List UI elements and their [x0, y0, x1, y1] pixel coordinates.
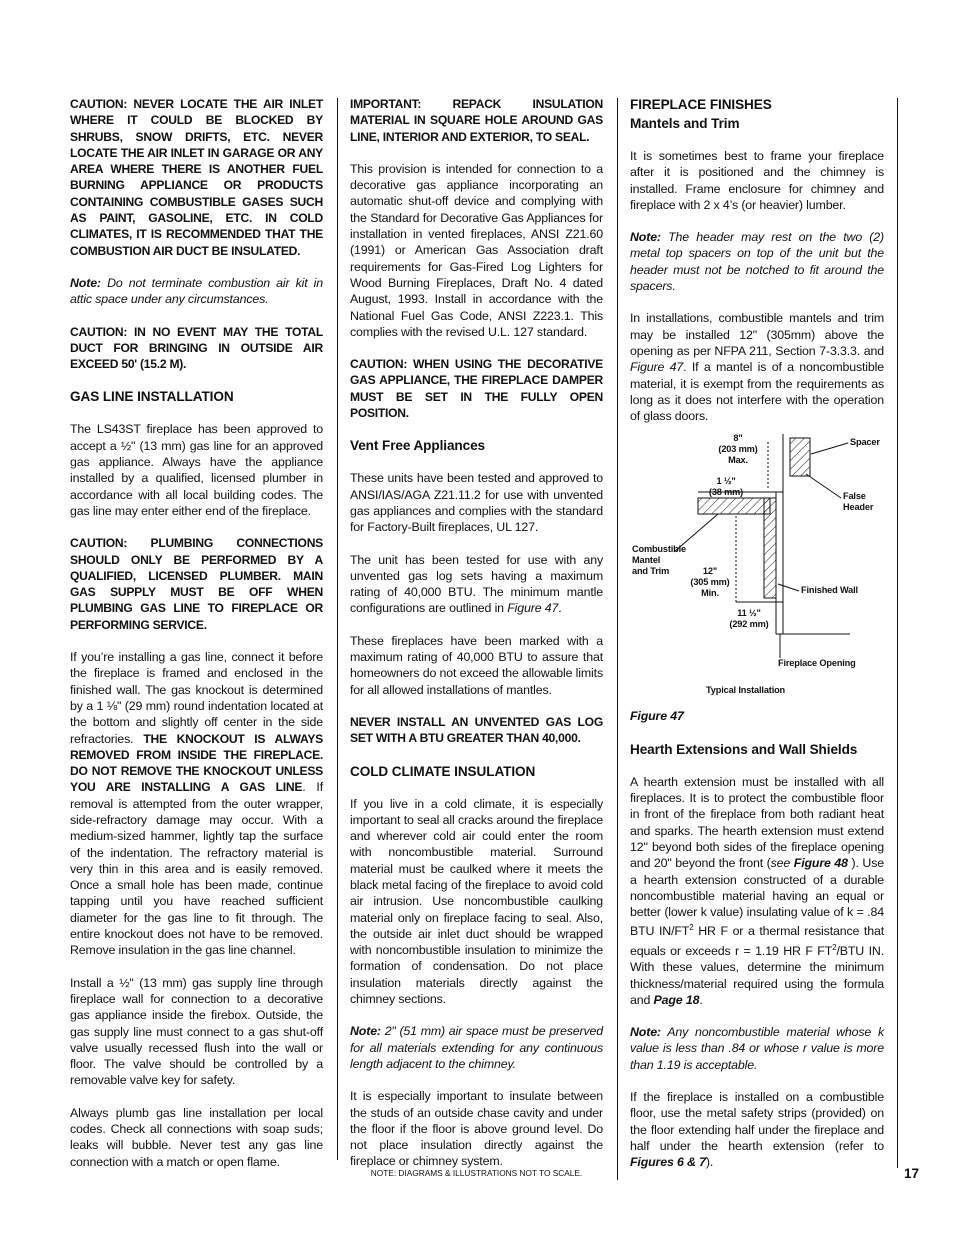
label-combustible: Combustible	[632, 544, 686, 555]
vent-paragraph-1: These units have been tested and approved to ANSI/IAS/AGA Z21.11.2 for use with unvented gas appliances and complies with the standard for Factory-Built fireplaces, UL 127.	[350, 471, 603, 535]
label-typical-installation: Typical Installation	[706, 685, 786, 696]
label-1-half: 1 ½"	[716, 476, 736, 487]
note-label: Note:	[630, 1025, 661, 1040]
hearth-text-d: /BTU IN. With these values, determine the minimum thickness/material required using the formula and	[630, 943, 884, 1007]
label-header: Header	[843, 502, 874, 513]
gas-paragraph-2	[70, 649, 323, 959]
leader-finished-wall	[778, 584, 799, 591]
finishes-paragraph-2	[630, 310, 884, 424]
leader-spacer	[811, 443, 848, 454]
cold-paragraph-1: If you live in a cold climate, it is especially important to seal all cracks around the fireplace and wherever cold air could enter the room with noncombustible material. Surround material must be caulked where it meets the black metal facing of the fireplace to avoid cold air intrusion. Use noncombustible caulking material only on fireplace facing to seal. Also, the outside air inlet duct should be wrapped with noncombustible insulation to minimize the formation of condensation. Do not place insulation materials directly against the chimney sections.	[350, 796, 603, 1007]
label-false: False	[843, 491, 866, 502]
figure-47-diagram	[630, 434, 884, 702]
label-min: Min.	[701, 588, 719, 599]
heading-mantels-and-trim: Mantels and Trim	[630, 116, 740, 131]
safety-text: If the fireplace is installed on a combustible floor, use the metal safety strips (provided) on the floor extending half under the fireplace and half under the hearth extension (refer to	[630, 1090, 884, 1153]
label-292mm: (292 mm)	[729, 619, 769, 630]
page-number: 17	[904, 1166, 920, 1181]
label-12in: 12"	[702, 566, 718, 577]
caution-duct-length: CAUTION: IN NO EVENT MAY THE TOTAL DUCT FOR BRINGING IN OUTSIDE AIR EXCEED 50' (15.2 M).	[70, 324, 323, 372]
hearth-text-e: .	[699, 992, 703, 1007]
gas-p2-start: If you’re installing a gas line, connect it before the fireplace is framed and enclosed in the finished wall. The gas knockout is determined by a 1 ⅛" (29 mm) round indentation located at the bottom and slightly off center in the side refractories.	[70, 650, 323, 746]
caution-plumbing: CAUTION: PLUMBING CONNECTIONS SHOULD ONLY BE PERFORMED BY A QUALIFIED, LICENSED PLUMBER. MAIN GAS SUPPLY MUST BE OFF WHEN PLUMBING GAS LINE TO FIREPLACE OR PERFORMING SERVICE.	[70, 536, 323, 632]
column-right	[630, 96, 884, 1187]
cold-paragraph-2: It is especially important to insulate between the studs of an outside chase cavity and under the floor if the floor is above ground level. Do not place insulation directly against the fireplace or chimney system.	[350, 1089, 603, 1169]
note-text: The header may rest on the two (2) metal top spacers on top of the unit but the header must not be notched to fit around the spacers.	[630, 230, 884, 294]
gas-p2-knockout-warning: THE KNOCKOUT IS ALWAYS REMOVED FROM INSIDE THE FIREPLACE. DO NOT REMOVE THE KNOCKOUT UNLESS YOU ARE INSTALLING A GAS LINE	[70, 731, 323, 795]
p2-end: . If a mantel is of a noncombustible material, it is exempt from the requirements as long as it does not interfere with the operation of glass doors.	[630, 360, 884, 424]
page-18-reference: Page 18	[653, 992, 700, 1007]
vent-p2-end: .	[558, 601, 562, 616]
label-spacer: Spacer	[850, 437, 880, 448]
warning-never-install: NEVER INSTALL AN UNVENTED GAS LOG SET WITH A BTU GREATER THAN 40,000.	[350, 714, 603, 746]
column-divider-3	[897, 98, 898, 1168]
column-left	[70, 96, 323, 1186]
column-middle	[350, 96, 603, 1186]
figures-6-7-reference: Figures 6 & 7	[630, 1155, 706, 1170]
heading-hearth-extensions: Hearth Extensions and Wall Shields	[630, 741, 858, 757]
gas-paragraph-4: Always plumb gas line installation per local codes. Check all connections with soap suds; leaks will bubble. Never test any gas line connection with a match or open flame.	[70, 1105, 323, 1169]
label-and-trim: and Trim	[632, 566, 670, 577]
label-mantel: Mantel	[632, 555, 661, 566]
note-label: Note:	[630, 230, 661, 245]
heading-fireplace-finishes: FIREPLACE FINISHES	[630, 97, 772, 112]
provision-paragraph: This provision is intended for connection to a decorative gas appliance incorporating an automatic shut-off device and complying with the Standard for Decorative Gas Appliances for installation in vented fireplaces, ANSI Z21.60 (1991) or American Gas Association draft requirements for Gas-Fired Log Lighters for Wood Burning Fireplaces, Draft No. 4 dated August, 1993. Install in accordance with the National Fuel Gas Code, ANSI Z223.1. This complies with the revised U.L. 127 standard.	[350, 161, 603, 339]
heading-gas-line-installation: GAS LINE INSTALLATION	[70, 389, 234, 405]
gas-p2-end: . If removal is attempted from the outer wrapper, side-refractory damage may occur. With a medium-sized hammer, lightly tap the surface of the indentation. The refractory material is very thin in this area and is easily removed. Once a small hole has been made, continue tapping until you have reached sufficient diameter for the gas line to fit through. The entire knockout does not have to be removed. Remove insulation in the gas line channel.	[70, 780, 323, 958]
leader-false-header	[806, 474, 841, 498]
heading-cold-climate-insulation: COLD CLIMATE INSULATION	[350, 763, 536, 779]
note-label: Note:	[350, 1024, 381, 1039]
gas-paragraph-1: The LS43ST fireplace has been approved to accept a ½" (13 mm) gas line for an approved gas appliance. Always have the appliance installed by a qualified, licensed plumber in accordance with all local building codes. The gas line may enter either end of the fireplace.	[70, 422, 323, 518]
hearth-text-a: A hearth extension must be installed with all fireplaces. It is to protect the combustible floor in front of the fireplace from both radiant heat and sparks. The hearth extension must extend 12" beyond both sides of the fireplace opening and 20" beyond the front (	[630, 774, 884, 871]
figure-47-caption: Figure 47	[630, 709, 684, 724]
hearth-paragraph	[630, 774, 884, 1008]
hearth-text-b: ). Use a hearth extension constructed of a durable noncombustible material having an equal or better (lower k value) insulating value of k = .84 BTU IN/FT	[630, 856, 884, 939]
hearth-text-c: HR F or a thermal resistance that equals or exceeds r = 1.19 HR F FT	[630, 924, 884, 958]
hearth-see: see	[770, 856, 791, 871]
label-max: Max.	[728, 455, 748, 466]
figure-47-reference: Figure 47	[630, 360, 684, 375]
label-finished-wall: Finished Wall	[801, 585, 858, 596]
label-38mm: (38 mm)	[708, 487, 744, 498]
label-fireplace-opening: Fireplace Opening	[778, 658, 856, 669]
vent-paragraph-3: These fireplaces have been marked with a maximum rating of 40,000 BTU to assure that homeowners do not exceed the allowable limits for all allowed installations of mantles.	[350, 633, 603, 697]
note-noncombustible	[630, 1024, 884, 1073]
superscript-2b: 2	[832, 942, 837, 952]
note-text: 2" (51 mm) air space must be preserved for all materials extending for any continuous length adjacent to the chimney.	[350, 1024, 603, 1071]
label-11-half: 11 ½"	[737, 608, 761, 619]
figure-48-reference: Figure 48	[790, 856, 848, 871]
note-combustion-air	[70, 275, 323, 308]
figure-47-reference: Figure 47	[507, 601, 559, 616]
label-305mm: (305 mm)	[690, 577, 730, 588]
caution-air-inlet: CAUTION: NEVER LOCATE THE AIR INLET WHERE IT COULD BE BLOCKED BY SHRUBS, SNOW DRIFTS, ETC. NEVER LOCATE THE AIR INLET IN GARAGE OR ANY AREA WHERE THERE IS ANOTHER FUEL BURNING APPLIANCE OR PRODUCTS CONTAINING COMBUSTIBLE GASES SUCH AS PAINT, GASOLINE, ETC. IN COLD CLIMATES, IT IS RECOMMENDED THAT THE COMBUSTION AIR DUCT BE INSULATED.	[70, 97, 323, 258]
vent-p2-text: The unit has been tested for use with any unvented gas log sets having a maximum rating of 40,000 BTU. The minimum mantle configurations are outlined in	[350, 552, 603, 616]
combustible-mantel	[698, 498, 770, 514]
note-text: Do not terminate combustion air kit in attic space under any circumstances.	[70, 275, 323, 307]
safety-strips-paragraph	[630, 1089, 884, 1170]
column-divider-2	[617, 98, 618, 1180]
p2-text: In installations, combustible mantels and trim may be installed 12" (305mm) above the opening as per NFPA 211, Section 7-3.3.3. and	[630, 311, 884, 358]
note-air-space	[350, 1023, 603, 1072]
note-text: Any noncombustible material whose k value is less than .84 or whose r value is more than 1.19 is acceptable.	[630, 1025, 884, 1072]
column-divider-1	[337, 98, 338, 1160]
note-header-spacers	[630, 229, 884, 294]
finishes-paragraph-1: It is sometimes best to frame your fireplace after it is positioned and the chimney is installed. Frame enclosure for chimney and fireplace with 2 x 4’s (or heavier) lumber.	[630, 149, 884, 212]
false-header-block	[790, 438, 810, 476]
footer-note-not-to-scale: NOTE: DIAGRAMS & ILLUSTRATIONS NOT TO SCALE.	[370, 1168, 583, 1178]
caution-damper: CAUTION: WHEN USING THE DECORATIVE GAS APPLIANCE, THE FIREPLACE DAMPER MUST BE SET IN THE FULLY OPEN POSITION.	[350, 357, 603, 421]
label-203mm: (203 mm)	[718, 444, 758, 455]
heading-vent-free-appliances: Vent Free Appliances	[350, 438, 485, 454]
superscript-2: 2	[689, 923, 694, 933]
leader-mantel	[674, 514, 718, 552]
important-repack-insulation: IMPORTANT: REPACK INSULATION MATERIAL IN SQUARE HOLE AROUND GAS LINE, INTERIOR AND EXTERIOR, TO SEAL.	[350, 97, 603, 144]
label-8in: 8"	[733, 434, 743, 444]
gas-paragraph-3: Install a ½" (13 mm) gas supply line through fireplace wall for connection to a decorative gas appliance inside the firebox. Outside, the gas supply line must connect to a gas shut-off valve usually recessed flush into the wall or floor. The valve should be controlled by a removable valve key for safety.	[70, 975, 323, 1088]
safety-text-end: ).	[705, 1155, 714, 1170]
note-label: Note:	[70, 275, 101, 290]
vent-paragraph-2	[350, 552, 603, 617]
